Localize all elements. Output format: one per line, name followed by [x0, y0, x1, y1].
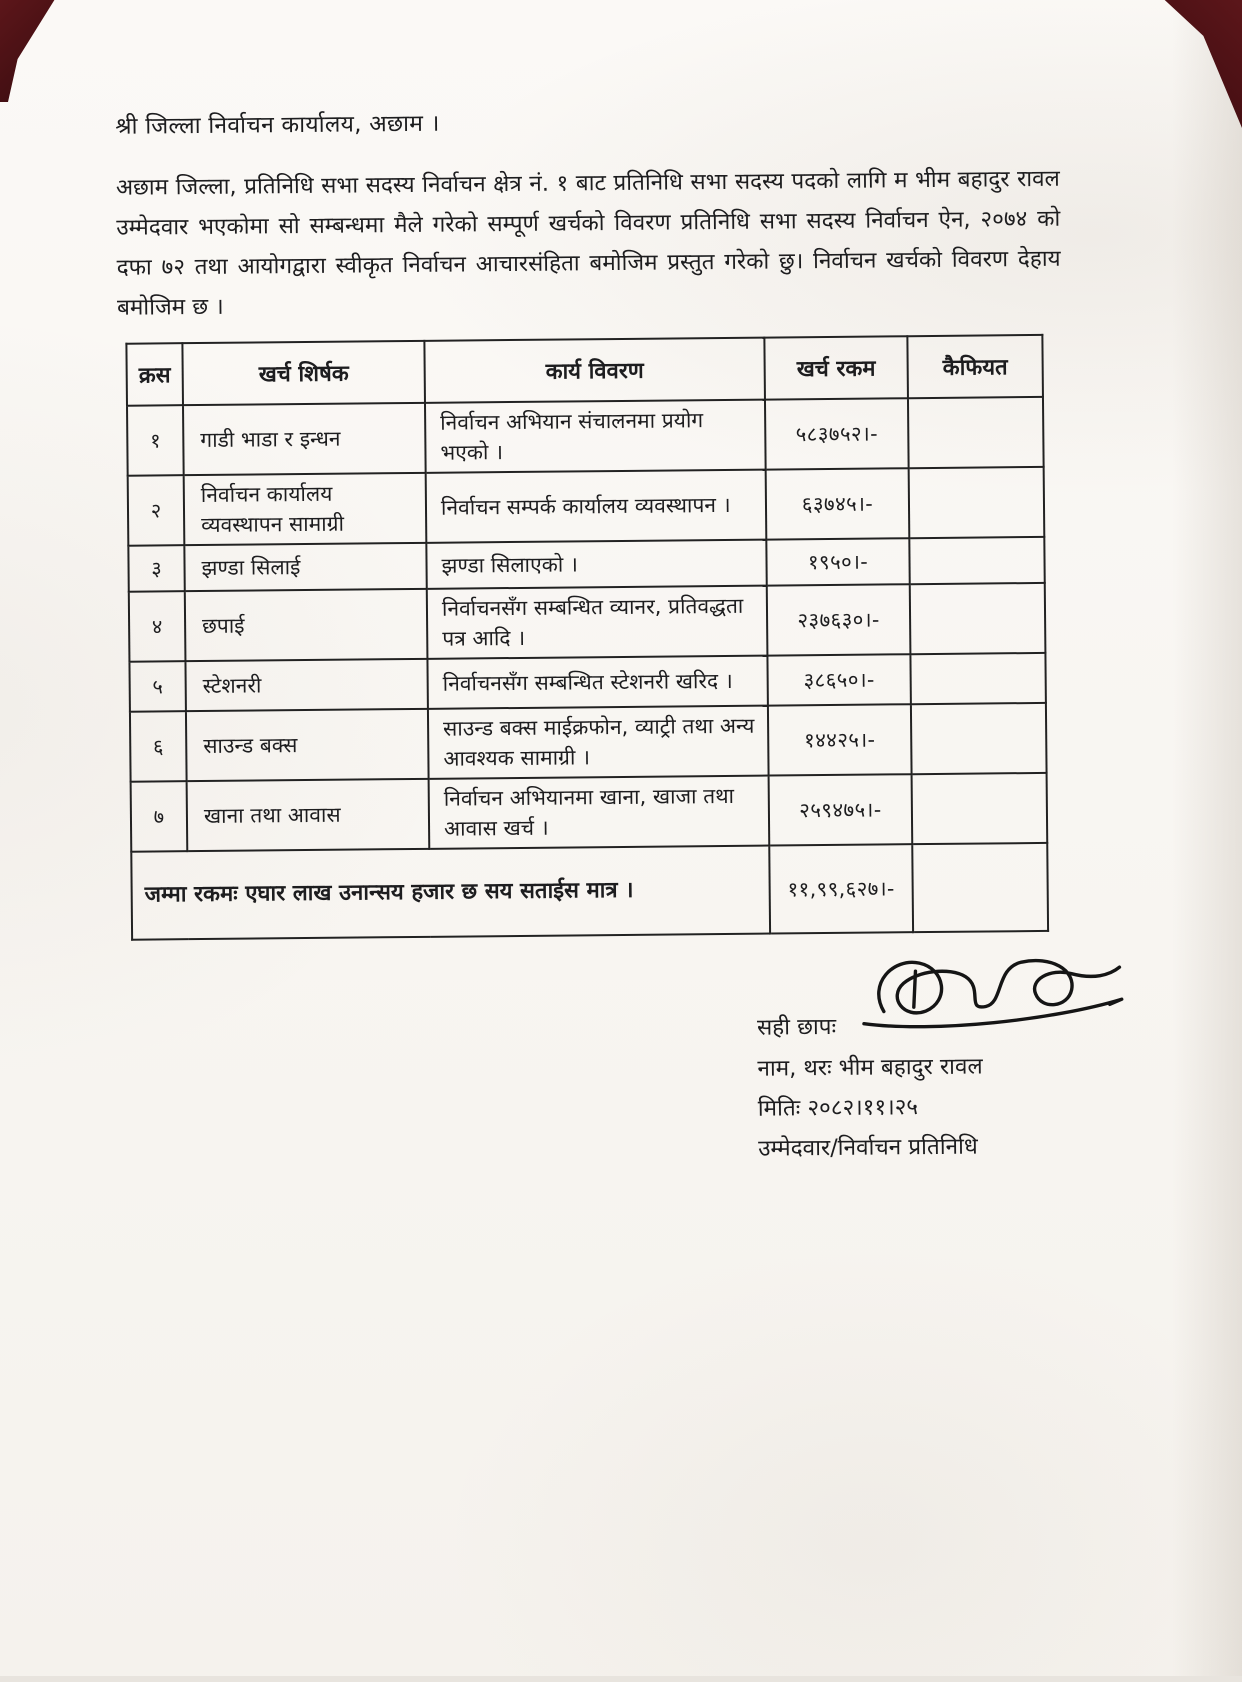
col-header-sn: क्रस — [126, 343, 183, 406]
remark-cell — [912, 843, 1048, 932]
sn-cell: १ — [127, 405, 184, 476]
remark-cell — [911, 703, 1047, 774]
table-row — [127, 397, 1044, 476]
remark-cell — [910, 583, 1046, 654]
title-cell: साउन्ड बक्स — [186, 709, 429, 781]
amount-cell: ५८३७५२।- — [765, 398, 909, 469]
title-cell: खाना तथा आवास — [187, 779, 430, 851]
intro-paragraph: अछाम जिल्ला, प्रतिनिधि सभा सदस्य निर्वाचन क्षेत्र नं. १ बाट प्रतिनिधि सभा सदस्य पदको लागि म भीम बहादुर रावल उम्मेदवार भएकोमा सो सम्बन्धमा मैले गरेको सम्पूर्ण खर्चको विवरण प्रतिनिधि सभा सदस्य निर्वाचन ऐन, २०७४ को दफा ७२ तथा आयोगद्वारा स्वीकृत निर्वाचन आचारसंहिता बमोजिम प्रस्तुत गरेको छु। निर्वाचन खर्चको विवरण देहाय बमोजिम छ । — [115, 165, 1061, 321]
amount-cell: ६३७४५।- — [766, 468, 910, 539]
table-row — [131, 773, 1048, 852]
remark-cell — [910, 653, 1045, 704]
title-cell: गाडी भाडा र इन्धन — [183, 403, 426, 475]
remark-cell — [909, 467, 1045, 538]
desc-cell: साउन्ड बक्स माईक्रफोन, व्याट्री तथा अन्य आवश्यक सामाग्री । — [428, 706, 769, 779]
handwritten-signature — [853, 947, 1134, 1038]
title-cell: झण्डा सिलाई — [184, 543, 426, 591]
remark-cell — [909, 537, 1044, 584]
col-header-amount: खर्च रकम — [764, 336, 908, 399]
desc-cell: निर्वाचन अभियानमा खाना, खाजा तथा आवास खर्च । — [429, 776, 770, 849]
sn-cell: २ — [128, 475, 185, 546]
amount-cell: १९५०।- — [766, 538, 909, 585]
amount-cell: १४४२५।- — [768, 704, 912, 775]
table-row — [130, 703, 1047, 782]
remark-cell — [908, 397, 1044, 468]
signature-name-line: नाम, थरः भीम बहादुर रावल — [757, 1053, 983, 1082]
sn-cell: ३ — [128, 545, 184, 592]
total-row — [131, 843, 1048, 940]
sn-cell: ५ — [129, 661, 185, 712]
addressee-line: श्री जिल्ला निर्वाचन कार्यालय, अछाम । — [115, 110, 440, 140]
amount-cell: २५९४७५।- — [769, 774, 913, 845]
sn-cell: ७ — [131, 781, 188, 852]
table-row — [129, 583, 1046, 662]
table-header-row — [126, 335, 1043, 406]
remark-cell — [912, 773, 1048, 844]
desc-cell: झण्डा सिलाएको । — [426, 540, 766, 589]
amount-cell: ३८६५०।- — [767, 654, 910, 705]
sn-cell: ६ — [130, 711, 187, 782]
signature-stamp-label: सही छापः — [756, 1013, 837, 1041]
col-header-expense-title: खर्च शिर्षक — [182, 341, 425, 405]
col-header-remarks: कैफियत — [907, 335, 1043, 398]
desc-cell: निर्वाचनसँग सम्बन्धित स्टेशनरी खरिद । — [427, 656, 767, 709]
col-header-work-description: कार्य विवरण — [424, 338, 765, 403]
amount-cell: २३७६३०।- — [767, 584, 911, 655]
table-row — [128, 467, 1045, 546]
table-row — [129, 653, 1045, 712]
expense-table — [125, 334, 1049, 941]
total-label-cell: जम्मा रकमः एघार लाख उनान्सय हजार छ सय सताईस मात्र । — [131, 846, 770, 940]
title-cell: निर्वाचन कार्यालय व्यवस्थापन सामाग्री — [184, 473, 427, 545]
title-cell: छपाई — [185, 589, 428, 661]
desc-cell: निर्वाचनसँग सम्बन्धित व्यानर, प्रतिवद्धता पत्र आदि । — [427, 586, 768, 659]
signature-date-line: मितिः २०८२।११।२५ — [757, 1094, 919, 1122]
signature-role-line: उम्मेदवार/निर्वाचन प्रतिनिधि — [758, 1133, 978, 1162]
total-amount-cell: ११,९९,६२७।- — [769, 844, 913, 933]
title-cell: स्टेशनरी — [185, 659, 427, 711]
sn-cell: ४ — [129, 591, 186, 662]
desc-cell: निर्वाचन सम्पर्क कार्यालय व्यवस्थापन । — [426, 470, 767, 543]
desc-cell: निर्वाचन अभियान संचालनमा प्रयोग भएको । — [425, 400, 766, 473]
